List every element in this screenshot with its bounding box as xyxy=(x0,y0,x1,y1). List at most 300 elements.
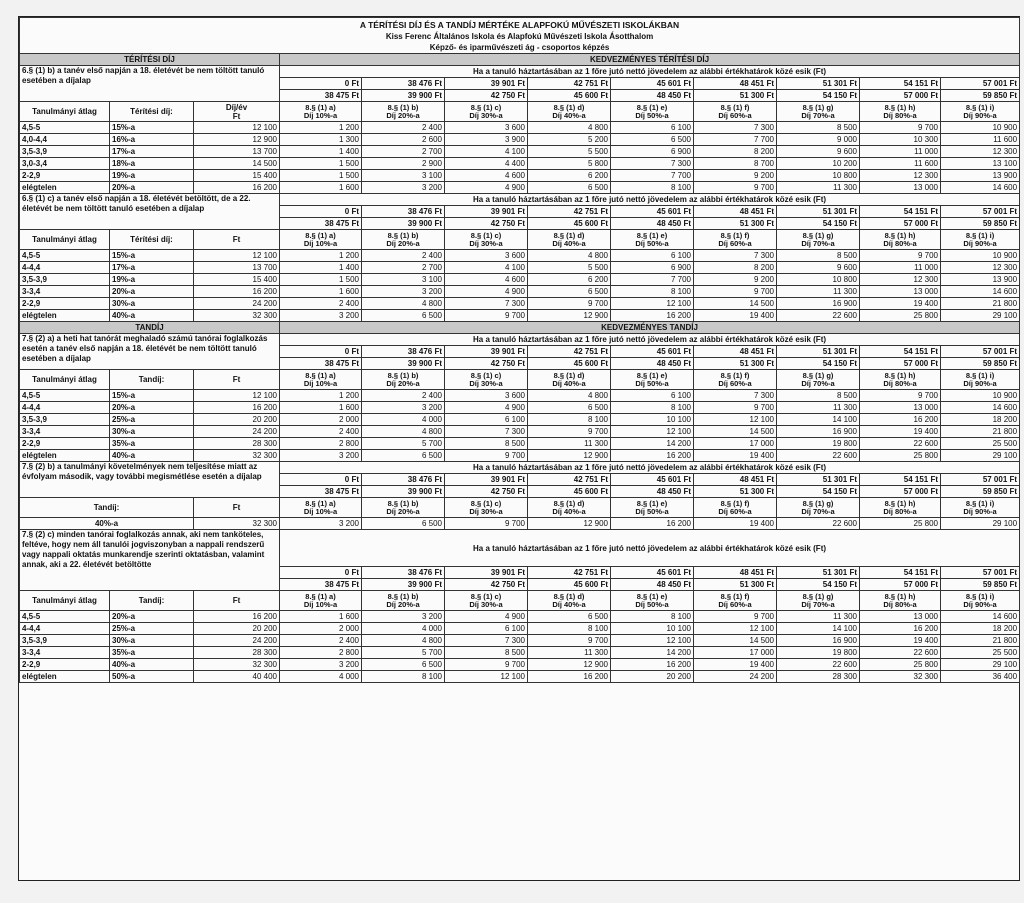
pct-cell: 20%-a xyxy=(110,611,194,623)
value-cell: 6 500 xyxy=(362,659,445,671)
table-row xyxy=(20,122,1020,134)
ref-code-cell xyxy=(528,498,611,518)
ref-code-cell xyxy=(694,498,777,518)
value-cell: 6 100 xyxy=(611,122,694,134)
value-cell: 9 600 xyxy=(777,146,860,158)
ref-code-cell xyxy=(528,370,611,390)
income-to-cell: 45 600 Ft xyxy=(528,90,611,102)
value-cell: 5 500 xyxy=(528,146,611,158)
ref-code: 8.§ (1) g) xyxy=(802,230,834,240)
ref-pct: Díj 30%-a xyxy=(469,238,503,248)
value-cell: 19 400 xyxy=(860,426,941,438)
value-cell: 14 200 xyxy=(611,438,694,450)
value-cell: 25 800 xyxy=(860,659,941,671)
value-cell: 6 500 xyxy=(528,611,611,623)
income-from-cell: 51 301 Ft xyxy=(777,78,860,90)
program-name: Képző- és iparművészeti ág - csoportos képzés xyxy=(429,43,610,52)
value-cell: 6 500 xyxy=(362,518,445,530)
ref-pct: Díj 90%-a xyxy=(963,238,997,248)
value-cell: 22 600 xyxy=(777,450,860,462)
pct-cell: 25%-a xyxy=(110,623,194,635)
ref-code: 8.§ (1) h) xyxy=(884,370,916,380)
value-cell: 9 700 xyxy=(528,635,611,647)
income-to-cell: 42 750 Ft xyxy=(445,358,528,370)
value-cell: 7 300 xyxy=(445,635,528,647)
avg-cell: elégtelen xyxy=(20,310,110,322)
pct-cell: 30%-a xyxy=(110,426,194,438)
ref-code: 8.§ (1) e) xyxy=(636,591,668,601)
income-from-cell: 39 901 Ft xyxy=(445,346,528,358)
value-cell: 28 300 xyxy=(777,671,860,683)
col-fee-header: Térítési díj: xyxy=(110,102,194,122)
ref-pct: Díj 40%-a xyxy=(552,238,586,248)
table-row xyxy=(20,635,1020,647)
ref-code: 8.§ (1) g) xyxy=(802,591,834,601)
fee-cell: 12 900 xyxy=(194,134,280,146)
ref-code: 8.§ (1) d) xyxy=(553,230,585,240)
value-cell: 8 100 xyxy=(611,402,694,414)
income-from-cell: 38 476 Ft xyxy=(362,567,445,579)
fee-cell: 12 100 xyxy=(194,390,280,402)
fee-cell: 24 200 xyxy=(194,298,280,310)
value-cell: 8 200 xyxy=(694,262,777,274)
table-row xyxy=(20,134,1020,146)
value-cell: 4 800 xyxy=(528,122,611,134)
value-cell: 9 700 xyxy=(445,450,528,462)
table-row xyxy=(20,298,1020,310)
pct-cell: 17%-a xyxy=(110,146,194,158)
ref-code: 8.§ (1) d) xyxy=(553,498,585,508)
income-to-cell: 38 475 Ft xyxy=(280,358,362,370)
ref-code-cell xyxy=(694,230,777,250)
income-from-cell: 54 151 Ft xyxy=(860,346,941,358)
value-cell: 2 400 xyxy=(362,390,445,402)
income-to-cell: 42 750 Ft xyxy=(445,486,528,498)
income-to-cell: 39 900 Ft xyxy=(362,358,445,370)
fee-cell: 28 300 xyxy=(194,438,280,450)
value-cell: 12 300 xyxy=(941,146,1020,158)
ref-code-cell xyxy=(528,102,611,122)
value-cell: 5 700 xyxy=(362,438,445,450)
value-cell: 9 700 xyxy=(860,122,941,134)
value-cell: 4 800 xyxy=(362,426,445,438)
col-ft-header: Ft xyxy=(194,370,280,390)
ref-code-cell xyxy=(941,102,1020,122)
ref-pct: Díj 90%-a xyxy=(963,110,997,120)
table-row xyxy=(20,102,1020,122)
ref-code-cell xyxy=(860,102,941,122)
ref-pct: Díj 60%-a xyxy=(718,238,752,248)
table-row xyxy=(20,322,1020,334)
value-cell: 6 500 xyxy=(528,182,611,194)
value-cell: 11 300 xyxy=(777,611,860,623)
value-cell: 19 400 xyxy=(694,310,777,322)
income-from-cell: 42 751 Ft xyxy=(528,346,611,358)
income-from-cell: 45 601 Ft xyxy=(611,78,694,90)
value-cell: 1 600 xyxy=(280,402,362,414)
table-row xyxy=(20,438,1020,450)
table-row xyxy=(20,310,1020,322)
ref-code-cell xyxy=(611,370,694,390)
value-cell: 25 800 xyxy=(860,518,941,530)
ref-code-cell xyxy=(941,591,1020,611)
income-to-cell: 39 900 Ft xyxy=(362,579,445,591)
value-cell: 18 200 xyxy=(941,623,1020,635)
income-caption: Ha a tanuló háztartásában az 1 főre jutó nettó jövedelem az alábbi értékhatárok közé esik (Ft) xyxy=(280,334,1020,346)
fee-cell: 24 200 xyxy=(194,635,280,647)
income-to-cell: 39 900 Ft xyxy=(362,486,445,498)
value-cell: 1 400 xyxy=(280,146,362,158)
value-cell: 10 100 xyxy=(611,414,694,426)
value-cell: 2 000 xyxy=(280,414,362,426)
value-cell: 7 300 xyxy=(694,390,777,402)
value-cell: 29 100 xyxy=(941,659,1020,671)
value-cell: 6 100 xyxy=(611,250,694,262)
ref-code: 8.§ (1) f) xyxy=(720,370,750,380)
ref-pct: Díj 20%-a xyxy=(386,599,420,609)
col-fee-header: Tandíj: xyxy=(110,591,194,611)
income-to-cell: 51 300 Ft xyxy=(694,90,777,102)
value-cell: 3 600 xyxy=(445,122,528,134)
value-cell: 16 900 xyxy=(777,426,860,438)
pct-cell: 40%-a xyxy=(20,518,194,530)
value-cell: 2 000 xyxy=(280,623,362,635)
ref-code: 8.§ (1) d) xyxy=(553,102,585,112)
value-cell: 3 600 xyxy=(445,390,528,402)
value-cell: 10 900 xyxy=(941,390,1020,402)
table-row xyxy=(20,647,1020,659)
value-cell: 8 700 xyxy=(694,158,777,170)
value-cell: 14 500 xyxy=(694,298,777,310)
ref-pct: Díj 30%-a xyxy=(469,506,503,516)
ref-pct: Díj 30%-a xyxy=(469,599,503,609)
value-cell: 7 700 xyxy=(611,170,694,182)
col-avg-header: Tanulmányi átlag xyxy=(20,230,110,250)
income-to-cell: 51 300 Ft xyxy=(694,358,777,370)
ref-code: 8.§ (1) f) xyxy=(720,102,750,112)
fee-cell: 16 200 xyxy=(194,402,280,414)
avg-cell: 3,5-3,9 xyxy=(20,146,110,158)
value-cell: 6 900 xyxy=(611,146,694,158)
ref-pct: Díj 20%-a xyxy=(386,238,420,248)
income-to-cell: 59 850 Ft xyxy=(941,579,1020,591)
ref-code-cell xyxy=(694,102,777,122)
table-row xyxy=(20,334,1020,346)
document-title: A TÉRÍTÉSI DÍJ ÉS A TANDÍJ MÉRTÉKE ALAPFOKÚ MŰVÉSZETI ISKOLÁKBAN xyxy=(359,20,680,30)
avg-cell: 3,0-3,4 xyxy=(20,158,110,170)
value-cell: 16 200 xyxy=(611,518,694,530)
value-cell: 12 900 xyxy=(528,659,611,671)
value-cell: 2 600 xyxy=(362,134,445,146)
value-cell: 12 100 xyxy=(445,671,528,683)
ref-pct: Díj 80%-a xyxy=(883,238,917,248)
value-cell: 9 700 xyxy=(860,390,941,402)
value-cell: 3 100 xyxy=(362,170,445,182)
value-cell: 6 900 xyxy=(611,262,694,274)
value-cell: 8 100 xyxy=(362,671,445,683)
ref-pct: Díj 30%-a xyxy=(469,110,503,120)
avg-cell: elégtelen xyxy=(20,671,110,683)
value-cell: 12 900 xyxy=(528,310,611,322)
pct-cell: 19%-a xyxy=(110,274,194,286)
value-cell: 8 100 xyxy=(611,182,694,194)
table-row xyxy=(20,659,1020,671)
value-cell: 19 400 xyxy=(694,450,777,462)
value-cell: 3 200 xyxy=(280,310,362,322)
value-cell: 7 300 xyxy=(611,158,694,170)
col-ft-header: Ft xyxy=(194,498,280,518)
value-cell: 18 200 xyxy=(941,414,1020,426)
value-cell: 14 100 xyxy=(777,414,860,426)
value-cell: 8 100 xyxy=(611,611,694,623)
pct-cell: 20%-a xyxy=(110,402,194,414)
ref-code-cell xyxy=(860,591,941,611)
value-cell: 16 900 xyxy=(777,298,860,310)
value-cell: 13 000 xyxy=(860,402,941,414)
ref-code-cell xyxy=(611,102,694,122)
pct-cell: 20%-a xyxy=(110,182,194,194)
ref-pct: Díj 50%-a xyxy=(635,599,669,609)
avg-cell: 4-4,4 xyxy=(20,402,110,414)
ref-code: 8.§ (1) e) xyxy=(636,102,668,112)
avg-cell: 3,5-3,9 xyxy=(20,414,110,426)
value-cell: 11 000 xyxy=(860,146,941,158)
income-from-cell: 45 601 Ft xyxy=(611,206,694,218)
value-cell: 9 000 xyxy=(777,134,860,146)
value-cell: 2 700 xyxy=(362,146,445,158)
table-row xyxy=(20,274,1020,286)
ref-code-cell xyxy=(528,591,611,611)
value-cell: 12 100 xyxy=(694,414,777,426)
value-cell: 11 300 xyxy=(528,438,611,450)
col-ft-header xyxy=(194,102,280,122)
table-row xyxy=(20,530,1020,567)
avg-cell: 3-3,4 xyxy=(20,286,110,298)
value-cell: 4 900 xyxy=(445,182,528,194)
table-row xyxy=(20,66,1020,78)
value-cell: 3 200 xyxy=(362,286,445,298)
value-cell: 5 800 xyxy=(528,158,611,170)
ref-code-cell xyxy=(445,102,528,122)
ref-code-cell xyxy=(941,498,1020,518)
value-cell: 9 700 xyxy=(694,402,777,414)
value-cell: 16 900 xyxy=(777,635,860,647)
value-cell: 3 200 xyxy=(280,659,362,671)
income-from-cell: 45 601 Ft xyxy=(611,346,694,358)
ref-pct: Díj 40%-a xyxy=(552,378,586,388)
fee-cell: 15 400 xyxy=(194,170,280,182)
value-cell: 4 800 xyxy=(362,635,445,647)
fee-cell: 24 200 xyxy=(194,426,280,438)
income-to-cell: 39 900 Ft xyxy=(362,90,445,102)
value-cell: 6 100 xyxy=(611,390,694,402)
value-cell: 16 200 xyxy=(860,623,941,635)
value-cell: 1 400 xyxy=(280,262,362,274)
avg-cell: 2-2,9 xyxy=(20,170,110,182)
income-from-cell: 57 001 Ft xyxy=(941,346,1020,358)
ref-code: 8.§ (1) h) xyxy=(884,230,916,240)
value-cell: 3 200 xyxy=(280,450,362,462)
value-cell: 9 200 xyxy=(694,170,777,182)
ref-pct: Díj 20%-a xyxy=(386,506,420,516)
income-to-cell: 48 450 Ft xyxy=(611,486,694,498)
income-from-cell: 0 Ft xyxy=(280,206,362,218)
fee-cell: 32 300 xyxy=(194,310,280,322)
ref-code-cell xyxy=(445,498,528,518)
value-cell: 1 200 xyxy=(280,122,362,134)
value-cell: 9 700 xyxy=(528,426,611,438)
income-to-cell: 54 150 Ft xyxy=(777,358,860,370)
income-from-cell: 48 451 Ft xyxy=(694,346,777,358)
ref-code-cell xyxy=(777,102,860,122)
value-cell: 6 200 xyxy=(528,170,611,182)
pct-cell: 15%-a xyxy=(110,250,194,262)
pct-cell: 40%-a xyxy=(110,310,194,322)
value-cell: 4 100 xyxy=(445,262,528,274)
value-cell: 22 600 xyxy=(777,659,860,671)
value-cell: 10 100 xyxy=(611,623,694,635)
value-cell: 4 000 xyxy=(362,414,445,426)
value-cell: 2 400 xyxy=(280,426,362,438)
ref-code: 8.§ (1) e) xyxy=(636,370,668,380)
section-description: 7.§ (2) c) minden tanórai foglalkozás annak, aki nem tanköteles, feltéve, hogy nem áll tanulói jogviszonyban a nappali rendszerű vagy nappali oktatás munkarendje szerinti oktatásban, valamint annak, aki a 22. életévét betöltötte xyxy=(20,530,280,591)
fee-cell: 32 300 xyxy=(194,450,280,462)
value-cell: 22 600 xyxy=(860,438,941,450)
income-from-cell: 48 451 Ft xyxy=(694,78,777,90)
ref-code-cell xyxy=(362,591,445,611)
ref-code-cell xyxy=(860,370,941,390)
fee-cell: 16 200 xyxy=(194,286,280,298)
value-cell: 3 100 xyxy=(362,274,445,286)
income-from-cell: 42 751 Ft xyxy=(528,78,611,90)
ref-code: 8.§ (1) i) xyxy=(965,230,995,240)
value-cell: 7 300 xyxy=(694,122,777,134)
school-name: Kiss Ferenc Általános Iskola és Alapfokú Művészeti Iskola Ásotthalom xyxy=(385,32,654,41)
income-to-cell: 45 600 Ft xyxy=(528,486,611,498)
fee-cell: 12 100 xyxy=(194,250,280,262)
value-cell: 32 300 xyxy=(860,671,941,683)
income-from-cell: 39 901 Ft xyxy=(445,474,528,486)
income-to-cell: 42 750 Ft xyxy=(445,218,528,230)
value-cell: 13 900 xyxy=(941,170,1020,182)
value-cell: 2 400 xyxy=(362,250,445,262)
income-to-cell: 45 600 Ft xyxy=(528,579,611,591)
value-cell: 14 600 xyxy=(941,286,1020,298)
ref-pct: Díj 60%-a xyxy=(718,506,752,516)
value-cell: 11 300 xyxy=(777,402,860,414)
ref-code: 8.§ (1) b) xyxy=(387,591,419,601)
income-to-cell: 39 900 Ft xyxy=(362,218,445,230)
income-from-cell: 0 Ft xyxy=(280,346,362,358)
value-cell: 1 500 xyxy=(280,170,362,182)
table-row xyxy=(20,262,1020,274)
ref-code-cell xyxy=(280,370,362,390)
value-cell: 9 200 xyxy=(694,274,777,286)
fee-cell: 15 400 xyxy=(194,274,280,286)
ref-code: 8.§ (1) h) xyxy=(884,102,916,112)
income-from-cell: 51 301 Ft xyxy=(777,474,860,486)
value-cell: 36 400 xyxy=(941,671,1020,683)
value-cell: 3 200 xyxy=(280,518,362,530)
fee-cell: 13 700 xyxy=(194,262,280,274)
ref-code: 8.§ (1) c) xyxy=(470,370,502,380)
ref-pct: Díj 60%-a xyxy=(718,378,752,388)
income-from-cell: 54 151 Ft xyxy=(860,206,941,218)
ref-code-cell xyxy=(777,370,860,390)
value-cell: 1 300 xyxy=(280,134,362,146)
income-to-cell: 38 475 Ft xyxy=(280,579,362,591)
income-from-cell: 54 151 Ft xyxy=(860,78,941,90)
value-cell: 25 800 xyxy=(860,450,941,462)
value-cell: 8 100 xyxy=(528,623,611,635)
table-row xyxy=(20,54,1020,66)
value-cell: 16 200 xyxy=(528,671,611,683)
income-from-cell: 57 001 Ft xyxy=(941,206,1020,218)
pct-cell: 30%-a xyxy=(110,635,194,647)
table-row xyxy=(20,498,1020,518)
income-from-cell: 54 151 Ft xyxy=(860,474,941,486)
ref-code-cell xyxy=(445,591,528,611)
table-row xyxy=(20,518,1020,530)
table-row xyxy=(20,462,1020,474)
avg-cell: elégtelen xyxy=(20,450,110,462)
value-cell: 19 400 xyxy=(860,635,941,647)
value-cell: 10 900 xyxy=(941,250,1020,262)
ref-code-cell xyxy=(445,230,528,250)
col-ft: Ft xyxy=(232,111,241,121)
income-from-cell: 48 451 Ft xyxy=(694,567,777,579)
ref-pct: Díj 80%-a xyxy=(883,378,917,388)
avg-cell: 4-4,4 xyxy=(20,262,110,274)
ref-pct: Díj 10%-a xyxy=(303,110,338,120)
value-cell: 8 100 xyxy=(528,414,611,426)
value-cell: 12 300 xyxy=(860,170,941,182)
income-caption: Ha a tanuló háztartásában az 1 főre jutó nettó jövedelem az alábbi értékhatárok közé esik (Ft) xyxy=(280,462,1020,474)
value-cell: 6 100 xyxy=(445,414,528,426)
value-cell: 4 400 xyxy=(445,158,528,170)
income-to-cell: 38 475 Ft xyxy=(280,486,362,498)
ref-code: 8.§ (1) g) xyxy=(802,102,834,112)
avg-cell: 3,5-3,9 xyxy=(20,635,110,647)
income-to-cell: 57 000 Ft xyxy=(860,218,941,230)
value-cell: 10 300 xyxy=(860,134,941,146)
value-cell: 5 700 xyxy=(362,647,445,659)
income-to-cell: 59 850 Ft xyxy=(941,218,1020,230)
table-row xyxy=(20,230,1020,250)
ref-pct: Díj 90%-a xyxy=(963,506,997,516)
value-cell: 11 600 xyxy=(941,134,1020,146)
pct-cell: 15%-a xyxy=(110,390,194,402)
value-cell: 9 700 xyxy=(445,518,528,530)
income-to-cell: 51 300 Ft xyxy=(694,486,777,498)
income-to-cell: 48 450 Ft xyxy=(611,90,694,102)
income-to-cell: 38 475 Ft xyxy=(280,218,362,230)
fee-cell: 20 200 xyxy=(194,623,280,635)
income-from-cell: 45 601 Ft xyxy=(611,474,694,486)
table-row xyxy=(20,194,1020,206)
ref-code: 8.§ (1) a) xyxy=(305,230,336,240)
ref-code-cell xyxy=(362,370,445,390)
value-cell: 25 800 xyxy=(860,310,941,322)
ref-code: 8.§ (1) a) xyxy=(305,591,336,601)
income-to-cell: 57 000 Ft xyxy=(860,579,941,591)
fee-cell: 20 200 xyxy=(194,414,280,426)
ref-code-cell xyxy=(362,498,445,518)
value-cell: 2 400 xyxy=(362,122,445,134)
pct-cell: 18%-a xyxy=(110,158,194,170)
section-band-right: KEDVEZMÉNYES TÉRÍTÉSI DÍJ xyxy=(280,54,1020,66)
ref-code-cell xyxy=(362,230,445,250)
